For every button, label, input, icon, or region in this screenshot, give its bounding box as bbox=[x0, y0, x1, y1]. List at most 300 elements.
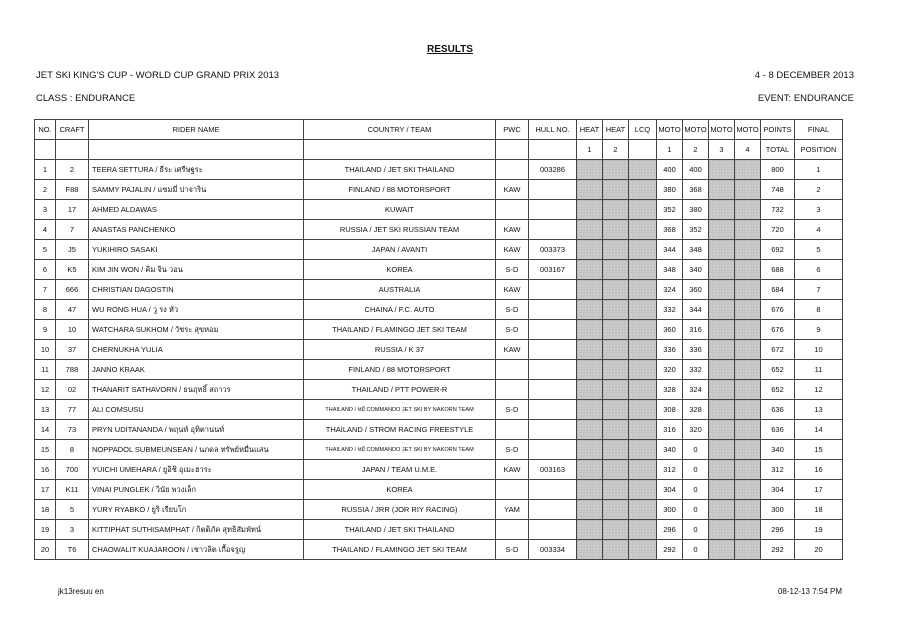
col-moto2: MOTO bbox=[683, 120, 709, 140]
cell-pwc bbox=[496, 520, 529, 540]
cell-moto3 bbox=[709, 460, 735, 480]
cell-lcq bbox=[629, 240, 657, 260]
cell-heat1 bbox=[577, 160, 603, 180]
cell-total: 748 bbox=[761, 180, 795, 200]
cell-no: 1 bbox=[35, 160, 56, 180]
cell-hull bbox=[529, 440, 577, 460]
col-team-sub bbox=[304, 140, 496, 160]
table-row bbox=[35, 220, 843, 240]
cell-hull bbox=[529, 180, 577, 200]
cell-total: 340 bbox=[761, 440, 795, 460]
cell-craft: J5 bbox=[56, 240, 89, 260]
cell-lcq bbox=[629, 280, 657, 300]
col-lcq: LCQ bbox=[629, 120, 657, 140]
table-row bbox=[35, 240, 843, 260]
cell-hull bbox=[529, 360, 577, 380]
cell-moto3 bbox=[709, 220, 735, 240]
cell-moto1: 304 bbox=[657, 480, 683, 500]
cell-hull bbox=[529, 200, 577, 220]
cell-moto2: 368 bbox=[683, 180, 709, 200]
cell-craft: K5 bbox=[56, 260, 89, 280]
cell-heat2 bbox=[603, 400, 629, 420]
cell-moto2: 0 bbox=[683, 520, 709, 540]
cell-moto1: 312 bbox=[657, 460, 683, 480]
cell-moto2: 0 bbox=[683, 440, 709, 460]
cell-position: 7 bbox=[795, 280, 843, 300]
cell-heat1 bbox=[577, 480, 603, 500]
cell-hull bbox=[529, 380, 577, 400]
cell-heat2 bbox=[603, 300, 629, 320]
footer-filename: jk13resuu en bbox=[58, 587, 104, 596]
table-row bbox=[35, 380, 843, 400]
cell-rider: AHMED ALDAWAS bbox=[89, 200, 304, 220]
cell-team: RUSSIA / JET SKI RUSSIAN TEAM bbox=[304, 220, 496, 240]
cell-rider: THANARIT SATHAVORN / ธนฤทธิ์ สถาวร bbox=[89, 380, 304, 400]
cell-total: 688 bbox=[761, 260, 795, 280]
cell-pwc bbox=[496, 160, 529, 180]
cell-hull: 003334 bbox=[529, 540, 577, 560]
cell-rider: YUICHI UMEHARA / ยูอิชิ อุเมะฮาระ bbox=[89, 460, 304, 480]
cell-hull bbox=[529, 480, 577, 500]
cell-heat2 bbox=[603, 460, 629, 480]
table-row bbox=[35, 520, 843, 540]
cell-rider: ANASTAS PANCHENKO bbox=[89, 220, 304, 240]
cell-moto1: 296 bbox=[657, 520, 683, 540]
cell-heat1 bbox=[577, 380, 603, 400]
cell-moto2: 348 bbox=[683, 240, 709, 260]
cell-heat1 bbox=[577, 220, 603, 240]
cell-moto2: 320 bbox=[683, 420, 709, 440]
cell-pwc: S-D bbox=[496, 540, 529, 560]
cell-total: 312 bbox=[761, 460, 795, 480]
cell-moto4 bbox=[735, 400, 761, 420]
cell-moto2: 340 bbox=[683, 260, 709, 280]
cell-position: 20 bbox=[795, 540, 843, 560]
col-craft-sub bbox=[56, 140, 89, 160]
cell-heat1 bbox=[577, 240, 603, 260]
col-points: POINTS bbox=[761, 120, 795, 140]
table-row bbox=[35, 260, 843, 280]
col-craft: CRAFT bbox=[56, 120, 89, 140]
cell-hull bbox=[529, 500, 577, 520]
cell-moto4 bbox=[735, 260, 761, 280]
col-moto3: MOTO bbox=[709, 120, 735, 140]
page-title: RESULTS bbox=[427, 44, 473, 55]
col-moto3-sub: 3 bbox=[709, 140, 735, 160]
cell-craft: 788 bbox=[56, 360, 89, 380]
table-row bbox=[35, 480, 843, 500]
cell-heat2 bbox=[603, 260, 629, 280]
cell-heat1 bbox=[577, 360, 603, 380]
cell-team: THAILAND / FLAMINGO JET SKI TEAM bbox=[304, 320, 496, 340]
cell-moto3 bbox=[709, 320, 735, 340]
cell-craft: K11 bbox=[56, 480, 89, 500]
cell-hull bbox=[529, 220, 577, 240]
cell-craft: 666 bbox=[56, 280, 89, 300]
cell-no: 19 bbox=[35, 520, 56, 540]
cell-moto3 bbox=[709, 240, 735, 260]
cell-total: 652 bbox=[761, 380, 795, 400]
cell-lcq bbox=[629, 360, 657, 380]
cell-moto3 bbox=[709, 380, 735, 400]
cell-moto1: 344 bbox=[657, 240, 683, 260]
cell-rider: NOPPADOL SUBMEUNSEAN / นภดล ทรัพย์หมื่นแสน bbox=[89, 440, 304, 460]
table-row bbox=[35, 400, 843, 420]
col-rider-sub bbox=[89, 140, 304, 160]
cell-lcq bbox=[629, 220, 657, 240]
cell-moto3 bbox=[709, 300, 735, 320]
cell-heat1 bbox=[577, 400, 603, 420]
cell-moto2: 0 bbox=[683, 500, 709, 520]
table-row bbox=[35, 320, 843, 340]
cell-no: 18 bbox=[35, 500, 56, 520]
cell-no: 14 bbox=[35, 420, 56, 440]
cell-moto1: 348 bbox=[657, 260, 683, 280]
cell-moto4 bbox=[735, 420, 761, 440]
cell-no: 3 bbox=[35, 200, 56, 220]
cell-moto3 bbox=[709, 520, 735, 540]
cell-total: 292 bbox=[761, 540, 795, 560]
col-pwc-sub bbox=[496, 140, 529, 160]
cell-rider: TEERA SETTURA / ธีระ เศรีษฐระ bbox=[89, 160, 304, 180]
cell-lcq bbox=[629, 320, 657, 340]
cell-pwc bbox=[496, 360, 529, 380]
cell-moto1: 320 bbox=[657, 360, 683, 380]
cell-hull bbox=[529, 340, 577, 360]
cell-craft: 3 bbox=[56, 520, 89, 540]
table-row bbox=[35, 460, 843, 480]
cell-rider: SAMMY PAJALIN / แซมมี่ ปาจาริน bbox=[89, 180, 304, 200]
cell-heat1 bbox=[577, 440, 603, 460]
col-moto4: MOTO bbox=[735, 120, 761, 140]
col-total-sub: TOTAL bbox=[761, 140, 795, 160]
cell-position: 6 bbox=[795, 260, 843, 280]
cell-heat1 bbox=[577, 320, 603, 340]
table-row bbox=[35, 440, 843, 460]
cell-heat2 bbox=[603, 500, 629, 520]
cell-position: 9 bbox=[795, 320, 843, 340]
cell-moto4 bbox=[735, 320, 761, 340]
cell-moto2: 344 bbox=[683, 300, 709, 320]
cell-moto1: 324 bbox=[657, 280, 683, 300]
cell-position: 13 bbox=[795, 400, 843, 420]
cell-total: 652 bbox=[761, 360, 795, 380]
cell-moto1: 380 bbox=[657, 180, 683, 200]
cell-heat1 bbox=[577, 540, 603, 560]
cell-moto1: 332 bbox=[657, 300, 683, 320]
cell-team: THAILAND / JET SKI THAILAND bbox=[304, 160, 496, 180]
col-hull-sub bbox=[529, 140, 577, 160]
event-dates: 4 - 8 DECEMBER 2013 bbox=[754, 70, 854, 81]
cell-moto2: 352 bbox=[683, 220, 709, 240]
cell-rider: ALI COMSUSU bbox=[89, 400, 304, 420]
cell-team: CHAINA / F.C. AUTO bbox=[304, 300, 496, 320]
cell-moto1: 336 bbox=[657, 340, 683, 360]
cell-moto1: 360 bbox=[657, 320, 683, 340]
cell-rider: YUKIHIRO SASAKI bbox=[89, 240, 304, 260]
cell-rider: VINAI PUNGLEK / วินัย พวงเล็ก bbox=[89, 480, 304, 500]
col-heat1-sub: 1 bbox=[577, 140, 603, 160]
cell-lcq bbox=[629, 340, 657, 360]
cell-moto2: 400 bbox=[683, 160, 709, 180]
cell-heat1 bbox=[577, 260, 603, 280]
cell-team: KOREA bbox=[304, 260, 496, 280]
col-moto1: MOTO bbox=[657, 120, 683, 140]
cell-moto3 bbox=[709, 540, 735, 560]
cell-heat1 bbox=[577, 340, 603, 360]
cell-craft: 17 bbox=[56, 200, 89, 220]
cell-total: 300 bbox=[761, 500, 795, 520]
cell-heat2 bbox=[603, 240, 629, 260]
results-body bbox=[35, 160, 843, 560]
cell-heat2 bbox=[603, 280, 629, 300]
cell-moto3 bbox=[709, 360, 735, 380]
table-row bbox=[35, 200, 843, 220]
col-final: FINAL bbox=[795, 120, 843, 140]
cell-pwc: KAW bbox=[496, 180, 529, 200]
cell-hull: 003167 bbox=[529, 260, 577, 280]
col-team: COUNTRY / TEAM bbox=[304, 120, 496, 140]
cell-total: 800 bbox=[761, 160, 795, 180]
cell-craft: F88 bbox=[56, 180, 89, 200]
cell-moto3 bbox=[709, 280, 735, 300]
cell-lcq bbox=[629, 260, 657, 280]
cell-position: 3 bbox=[795, 200, 843, 220]
cell-pwc bbox=[496, 420, 529, 440]
cell-no: 17 bbox=[35, 480, 56, 500]
cell-no: 13 bbox=[35, 400, 56, 420]
cell-team: THAILAND / หมี COMMANDO JET SKI BY NAKORN TEAM bbox=[304, 400, 496, 420]
cell-moto4 bbox=[735, 460, 761, 480]
cell-pwc: S-D bbox=[496, 440, 529, 460]
cell-moto2: 332 bbox=[683, 360, 709, 380]
col-hull: HULL NO. bbox=[529, 120, 577, 140]
cell-total: 732 bbox=[761, 200, 795, 220]
cell-hull bbox=[529, 300, 577, 320]
cell-moto2: 0 bbox=[683, 460, 709, 480]
cell-position: 11 bbox=[795, 360, 843, 380]
cell-rider: KIM JIN WON / คิม จิน วอน bbox=[89, 260, 304, 280]
cell-heat2 bbox=[603, 160, 629, 180]
table-row bbox=[35, 540, 843, 560]
cell-team: THAILAND / STROM RACING FREESTYLE bbox=[304, 420, 496, 440]
cell-lcq bbox=[629, 300, 657, 320]
cell-moto3 bbox=[709, 160, 735, 180]
cell-team: AUSTRALIA bbox=[304, 280, 496, 300]
cell-no: 7 bbox=[35, 280, 56, 300]
cell-lcq bbox=[629, 200, 657, 220]
cell-heat1 bbox=[577, 460, 603, 480]
cell-moto4 bbox=[735, 480, 761, 500]
cell-team: FINLAND / 88 MOTORSPORT bbox=[304, 180, 496, 200]
cell-rider: PRYN UDITANANDA / พฤนท์ อุทิตานนท์ bbox=[89, 420, 304, 440]
cell-lcq bbox=[629, 440, 657, 460]
cell-moto4 bbox=[735, 280, 761, 300]
cell-position: 17 bbox=[795, 480, 843, 500]
cell-team: RUSSIA / JRR (JOR RIY RACING) bbox=[304, 500, 496, 520]
cell-hull bbox=[529, 320, 577, 340]
cell-lcq bbox=[629, 500, 657, 520]
cell-moto1: 340 bbox=[657, 440, 683, 460]
cell-moto3 bbox=[709, 340, 735, 360]
cell-no: 15 bbox=[35, 440, 56, 460]
cell-moto3 bbox=[709, 180, 735, 200]
cell-moto1: 292 bbox=[657, 540, 683, 560]
cell-heat1 bbox=[577, 500, 603, 520]
cell-pwc: KAW bbox=[496, 280, 529, 300]
cell-craft: 10 bbox=[56, 320, 89, 340]
cell-heat1 bbox=[577, 520, 603, 540]
cell-moto1: 328 bbox=[657, 380, 683, 400]
cell-moto4 bbox=[735, 360, 761, 380]
table-row bbox=[35, 500, 843, 520]
cell-total: 720 bbox=[761, 220, 795, 240]
cell-pwc bbox=[496, 380, 529, 400]
cell-moto4 bbox=[735, 240, 761, 260]
cell-moto3 bbox=[709, 400, 735, 420]
table-row bbox=[35, 420, 843, 440]
cell-heat1 bbox=[577, 200, 603, 220]
cell-total: 692 bbox=[761, 240, 795, 260]
cell-craft: 2 bbox=[56, 160, 89, 180]
cell-team: THAILAND / FLAMINGO JET SKI TEAM bbox=[304, 540, 496, 560]
cell-moto3 bbox=[709, 440, 735, 460]
cell-craft: 8 bbox=[56, 440, 89, 460]
cell-craft: 77 bbox=[56, 400, 89, 420]
col-position-sub: POSITION bbox=[795, 140, 843, 160]
cell-moto4 bbox=[735, 220, 761, 240]
cell-total: 672 bbox=[761, 340, 795, 360]
cell-total: 636 bbox=[761, 400, 795, 420]
cell-moto4 bbox=[735, 160, 761, 180]
event-title: JET SKI KING'S CUP - WORLD CUP GRAND PRIX 2013 bbox=[36, 70, 280, 81]
cell-total: 296 bbox=[761, 520, 795, 540]
cell-no: 4 bbox=[35, 220, 56, 240]
cell-hull bbox=[529, 420, 577, 440]
cell-lcq bbox=[629, 520, 657, 540]
cell-team: THAILAND / JET SKI THAILAND bbox=[304, 520, 496, 540]
cell-moto2: 336 bbox=[683, 340, 709, 360]
col-lcq-sub bbox=[629, 140, 657, 160]
cell-position: 15 bbox=[795, 440, 843, 460]
col-no: NO. bbox=[35, 120, 56, 140]
col-moto1-sub: 1 bbox=[657, 140, 683, 160]
cell-no: 11 bbox=[35, 360, 56, 380]
cell-moto4 bbox=[735, 300, 761, 320]
cell-pwc: S-D bbox=[496, 260, 529, 280]
cell-pwc: S-D bbox=[496, 300, 529, 320]
cell-pwc: S-D bbox=[496, 400, 529, 420]
cell-team: KUWAIT bbox=[304, 200, 496, 220]
cell-team: JAPAN / TEAM U.M.E. bbox=[304, 460, 496, 480]
cell-moto4 bbox=[735, 440, 761, 460]
cell-moto1: 300 bbox=[657, 500, 683, 520]
cell-lcq bbox=[629, 420, 657, 440]
cell-heat1 bbox=[577, 300, 603, 320]
cell-heat2 bbox=[603, 360, 629, 380]
cell-moto2: 316 bbox=[683, 320, 709, 340]
cell-position: 1 bbox=[795, 160, 843, 180]
cell-lcq bbox=[629, 380, 657, 400]
cell-team: RUSSIA / K 37 bbox=[304, 340, 496, 360]
cell-position: 19 bbox=[795, 520, 843, 540]
cell-hull bbox=[529, 520, 577, 540]
table-row bbox=[35, 280, 843, 300]
cell-no: 6 bbox=[35, 260, 56, 280]
cell-heat2 bbox=[603, 420, 629, 440]
cell-position: 10 bbox=[795, 340, 843, 360]
cell-hull bbox=[529, 400, 577, 420]
cell-position: 16 bbox=[795, 460, 843, 480]
cell-moto3 bbox=[709, 480, 735, 500]
cell-moto4 bbox=[735, 180, 761, 200]
cell-moto1: 308 bbox=[657, 400, 683, 420]
cell-moto2: 0 bbox=[683, 480, 709, 500]
cell-no: 12 bbox=[35, 380, 56, 400]
cell-hull: 003373 bbox=[529, 240, 577, 260]
cell-team: FINLAND / 88 MOTORSPORT bbox=[304, 360, 496, 380]
cell-total: 636 bbox=[761, 420, 795, 440]
cell-team: KOREA bbox=[304, 480, 496, 500]
cell-rider: WU RONG HUA / วู รง หัว bbox=[89, 300, 304, 320]
cell-total: 304 bbox=[761, 480, 795, 500]
cell-pwc: KAW bbox=[496, 240, 529, 260]
col-heat2: HEAT bbox=[603, 120, 629, 140]
cell-heat2 bbox=[603, 520, 629, 540]
cell-position: 14 bbox=[795, 420, 843, 440]
cell-craft: 5 bbox=[56, 500, 89, 520]
cell-lcq bbox=[629, 480, 657, 500]
cell-rider: CHRISTIAN DAGOSTIN bbox=[89, 280, 304, 300]
footer-timestamp: 08-12-13 7:54 PM bbox=[777, 587, 842, 596]
cell-heat1 bbox=[577, 280, 603, 300]
cell-moto4 bbox=[735, 380, 761, 400]
cell-moto2: 324 bbox=[683, 380, 709, 400]
cell-heat2 bbox=[603, 480, 629, 500]
cell-position: 4 bbox=[795, 220, 843, 240]
cell-total: 676 bbox=[761, 300, 795, 320]
cell-heat2 bbox=[603, 340, 629, 360]
cell-craft: 37 bbox=[56, 340, 89, 360]
cell-position: 2 bbox=[795, 180, 843, 200]
cell-moto4 bbox=[735, 540, 761, 560]
cell-hull: 003286 bbox=[529, 160, 577, 180]
cell-craft: T6 bbox=[56, 540, 89, 560]
cell-lcq bbox=[629, 160, 657, 180]
cell-rider: YURY RYABKO / ยูริ เรียบโก bbox=[89, 500, 304, 520]
cell-moto1: 316 bbox=[657, 420, 683, 440]
table-row bbox=[35, 340, 843, 360]
cell-no: 10 bbox=[35, 340, 56, 360]
event-label: EVENT: ENDURANCE bbox=[757, 93, 854, 104]
cell-position: 18 bbox=[795, 500, 843, 520]
cell-lcq bbox=[629, 460, 657, 480]
table-row bbox=[35, 360, 843, 380]
cell-heat2 bbox=[603, 540, 629, 560]
cell-pwc: KAW bbox=[496, 460, 529, 480]
cell-moto4 bbox=[735, 520, 761, 540]
cell-no: 9 bbox=[35, 320, 56, 340]
col-moto2-sub: 2 bbox=[683, 140, 709, 160]
cell-craft: 02 bbox=[56, 380, 89, 400]
cell-no: 8 bbox=[35, 300, 56, 320]
cell-total: 684 bbox=[761, 280, 795, 300]
cell-no: 5 bbox=[35, 240, 56, 260]
cell-craft: 73 bbox=[56, 420, 89, 440]
cell-no: 2 bbox=[35, 180, 56, 200]
cell-team: THAILAND / PTT POWER-R bbox=[304, 380, 496, 400]
cell-hull: 003163 bbox=[529, 460, 577, 480]
